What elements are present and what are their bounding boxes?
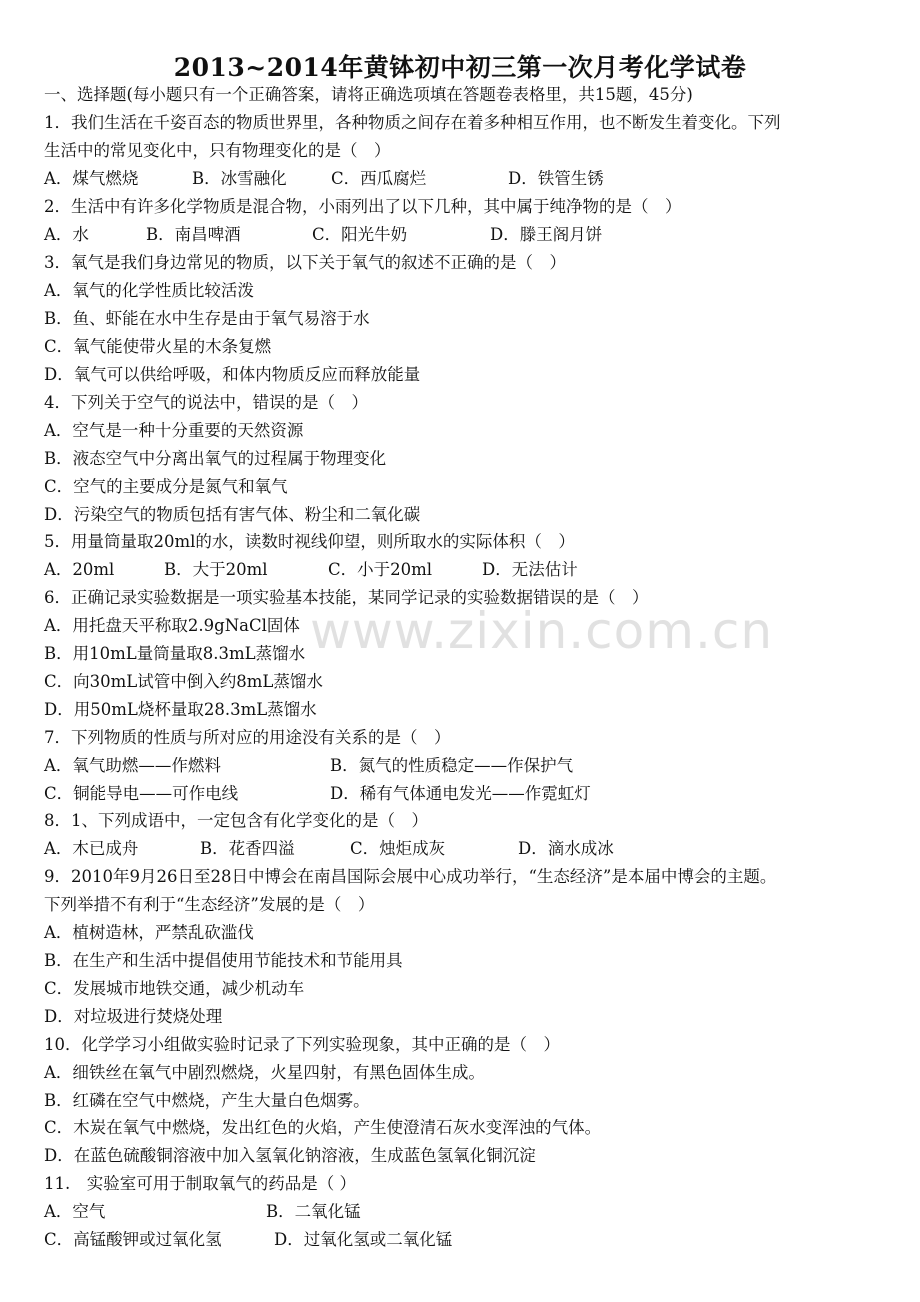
option-c: C．铜能导电——可作电线 bbox=[44, 784, 239, 803]
question-4-option-d: D．污染空气的物质包括有害气体、粉尘和二氧化碳 bbox=[44, 505, 421, 524]
section-heading: 一、选择题(每小题只有一个正确答案，请将正确选项填在答题卷表格里，共15题，45分) bbox=[44, 85, 693, 104]
question-3-stem: 3．氧气是我们身边常见的物质，以下关于氧气的叙述不正确的是（ ） bbox=[44, 253, 566, 272]
option-d: D．滴水成冰 bbox=[518, 839, 614, 858]
question-6-option-d: D．用50mL烧杯量取28.3mL蒸馏水 bbox=[44, 700, 317, 719]
question-5-options bbox=[44, 558, 844, 582]
question-1-stem-cont: 生活中的常见变化中，只有物理变化的是（ ） bbox=[44, 141, 391, 160]
option-d: D．铁管生锈 bbox=[508, 169, 604, 188]
option-b: B．氮气的性质稳定——作保护气 bbox=[330, 756, 574, 775]
question-9-stem-cont: 下列举措不有利于“生态经济”发展的是（ ） bbox=[44, 895, 375, 914]
option-b: B．冰雪融化 bbox=[192, 169, 287, 188]
question-1-stem: 1．我们生活在千姿百态的物质世界里，各种物质之间存在着多种相互作用，也不断发生着变化。下列 bbox=[44, 113, 781, 132]
question-9-stem: 9．2010年9月26日至28日中博会在南昌国际会展中心成功举行，“生态经济”是本届中博会的主题。 bbox=[44, 867, 777, 886]
question-3-option-c: C．氧气能使带火星的木条复燃 bbox=[44, 337, 272, 356]
question-7-options-cd bbox=[44, 782, 844, 806]
question-9-option-b: B．在生产和生活中提倡使用节能技术和节能用具 bbox=[44, 951, 403, 970]
question-7-options-ab bbox=[44, 754, 844, 778]
question-5-stem: 5．用量筒量取20ml的水，读数时视线仰望，则所取水的实际体积（ ） bbox=[44, 532, 575, 551]
option-d: D．滕王阁月饼 bbox=[490, 225, 603, 244]
question-4-stem: 4．下列关于空气的说法中，错误的是（ ） bbox=[44, 393, 368, 412]
option-c: C．烛炬成灰 bbox=[350, 839, 446, 858]
option-a: A．氧气助燃——作燃料 bbox=[44, 756, 221, 775]
option-a: A．20ml bbox=[44, 560, 115, 579]
option-d: D．无法估计 bbox=[482, 560, 578, 579]
question-10-option-c: C．木炭在氧气中燃烧，发出红色的火焰，产生使澄清石灰水变浑浊的气体。 bbox=[44, 1118, 602, 1137]
question-9-option-c: C．发展城市地铁交通，减少机动车 bbox=[44, 979, 305, 998]
question-10-option-b: B．红磷在空气中燃烧，产生大量白色烟雾。 bbox=[44, 1091, 370, 1110]
question-9-option-d: D．对垃圾进行焚烧处理 bbox=[44, 1007, 223, 1026]
option-c: C．阳光牛奶 bbox=[312, 225, 408, 244]
question-3-option-d: D．氧气可以供给呼吸，和体内物质反应而释放能量 bbox=[44, 365, 421, 384]
question-4-option-a: A．空气是一种十分重要的天然资源 bbox=[44, 421, 304, 440]
question-4-option-b: B．液态空气中分离出氧气的过程属于物理变化 bbox=[44, 449, 387, 468]
question-11-options-cd bbox=[44, 1228, 844, 1252]
question-8-options bbox=[44, 837, 844, 861]
question-2-options bbox=[44, 223, 844, 247]
option-b: B．南昌啤酒 bbox=[146, 225, 241, 244]
question-11-options-ab bbox=[44, 1200, 844, 1224]
question-3-option-a: A．氧气的化学性质比较活泼 bbox=[44, 281, 254, 300]
exam-title: 2013~2014年黄钵初中初三第一次月考化学试卷 bbox=[173, 53, 747, 82]
question-6-option-a: A．用托盘天平称取2.9gNaCl固体 bbox=[44, 616, 300, 635]
option-c: C．高锰酸钾或过氧化氢 bbox=[44, 1230, 222, 1249]
option-c: C．西瓜腐烂 bbox=[331, 169, 427, 188]
question-8-stem: 8．1、下列成语中，一定包含有化学变化的是（ ） bbox=[44, 811, 428, 830]
option-b: B．二氧化锰 bbox=[266, 1202, 361, 1221]
option-a: A．煤气燃烧 bbox=[44, 169, 139, 188]
question-10-stem: 10．化学学习小组做实验时记录了下列实验现象，其中正确的是（ ） bbox=[44, 1035, 560, 1054]
question-6-option-b: B．用10mL量筒量取8.3mL蒸馏水 bbox=[44, 644, 306, 663]
option-b: B．大于20ml bbox=[164, 560, 268, 579]
question-11-stem: 11. 实验室可用于制取氧气的药品是（ ） bbox=[44, 1174, 356, 1193]
question-10-option-a: A．细铁丝在氧气中剧烈燃烧，火星四射，有黑色固体生成。 bbox=[44, 1063, 485, 1082]
watermark: www.zixin.com.cn bbox=[310, 602, 774, 660]
option-a: A．空气 bbox=[44, 1202, 106, 1221]
option-a: A．水 bbox=[44, 225, 89, 244]
question-1-options bbox=[44, 167, 844, 191]
question-10-option-d: D．在蓝色硫酸铜溶液中加入氢氧化钠溶液，生成蓝色氢氧化铜沉淀 bbox=[44, 1146, 536, 1165]
question-3-option-b: B．鱼、虾能在水中生存是由于氧气易溶于水 bbox=[44, 309, 370, 328]
question-2-stem: 2．生活中有许多化学物质是混合物，小雨列出了以下几种，其中属于纯净物的是（ ） bbox=[44, 197, 682, 216]
question-6-option-c: C．向30mL试管中倒入约8mL蒸馏水 bbox=[44, 672, 323, 691]
option-a: A．木已成舟 bbox=[44, 839, 139, 858]
option-d: D．过氧化氢或二氧化锰 bbox=[274, 1230, 453, 1249]
question-6-stem: 6．正确记录实验数据是一项实验基本技能，某同学记录的实验数据错误的是（ ） bbox=[44, 588, 649, 607]
question-7-stem: 7．下列物质的性质与所对应的用途没有关系的是（ ） bbox=[44, 728, 451, 747]
option-c: C．小于20ml bbox=[328, 560, 433, 579]
option-b: B．花香四溢 bbox=[200, 839, 295, 858]
question-9-option-a: A．植树造林，严禁乱砍滥伐 bbox=[44, 923, 254, 942]
question-4-option-c: C．空气的主要成分是氮气和氧气 bbox=[44, 477, 288, 496]
option-d: D．稀有气体通电发光——作霓虹灯 bbox=[330, 784, 591, 803]
